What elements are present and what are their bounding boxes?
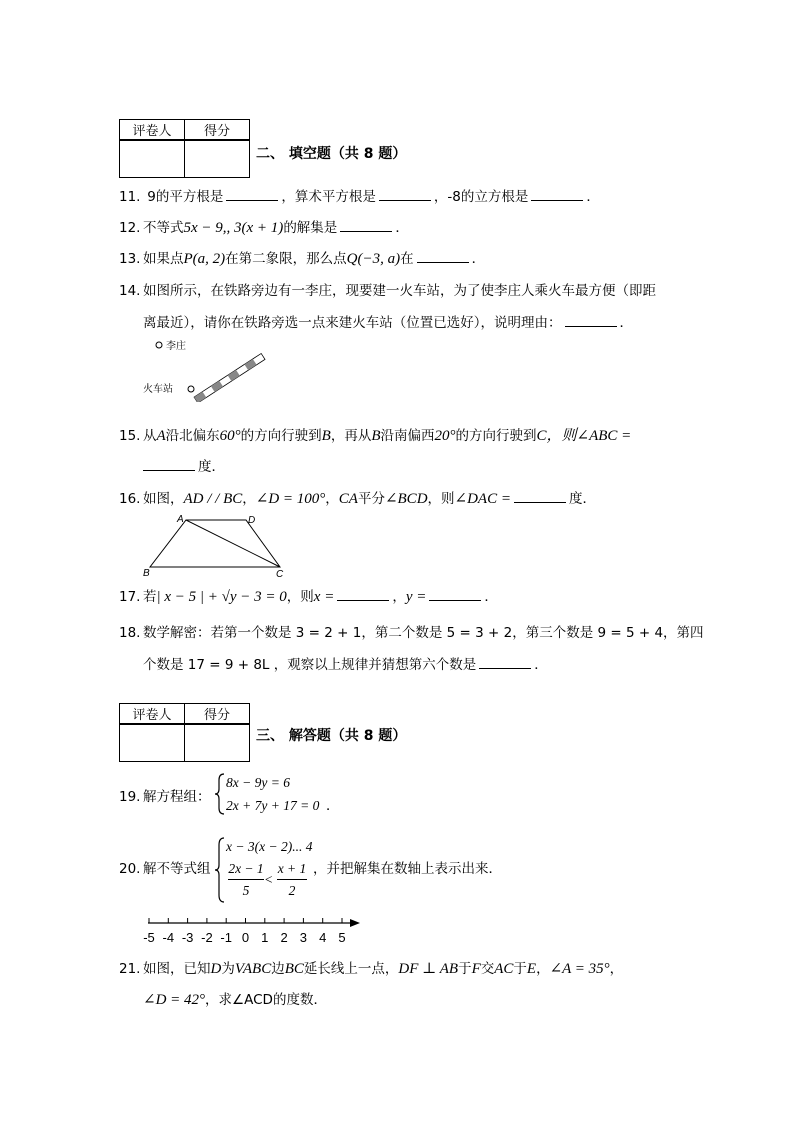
trapezoid-lines — [150, 520, 280, 567]
number-line-label: -2 — [201, 930, 213, 945]
vertex-label-a: A — [177, 514, 184, 525]
village-point-icon — [156, 342, 162, 348]
question-14-line2: 离最近），请你在铁路旁选一点来建火车站（位置已选好），说明理由： ． — [143, 315, 633, 331]
answer-blank[interactable] — [531, 188, 583, 201]
railway-track — [194, 353, 265, 402]
answer-blank[interactable] — [565, 314, 617, 327]
question-11: 11. 9的平方根是 ，算术平方根是 ，-8的立方根是 ． — [119, 189, 600, 205]
question-15-line2: 度． — [143, 458, 225, 476]
fraction-bar — [228, 879, 264, 880]
number-line-label: 5 — [338, 930, 346, 945]
answer-blank[interactable] — [417, 250, 469, 263]
grader-cell[interactable] — [120, 724, 185, 762]
vertex-label-c: C — [276, 569, 284, 580]
question-21-line2: ∠D = 42°，求∠ACD的度数． — [143, 992, 327, 1008]
station-point-icon — [188, 386, 194, 392]
score-table-score-header: 得分 — [185, 120, 250, 141]
number-line-label: 1 — [261, 930, 269, 945]
answer-blank[interactable] — [337, 588, 389, 601]
answer-blank[interactable] — [429, 588, 481, 601]
question-15: 15. 从A沿北偏东60°的方向行驶到B，再从B沿南偏西20°的方向行驶到C，则∠ABC = — [119, 428, 632, 444]
grader-cell[interactable] — [120, 140, 185, 178]
answer-blank[interactable] — [340, 219, 392, 232]
number-line-label: 0 — [241, 930, 250, 945]
question-19: 19. 解方程组： — [119, 789, 211, 805]
trapezoid-figure — [140, 510, 290, 580]
question-21: 21. 如图，已知D为VABC边BC延长线上一点，DF ⊥ AB于F交AC于E，∠A = 35°， — [119, 961, 624, 977]
answer-blank[interactable] — [514, 490, 566, 503]
station-label: 火车站 — [143, 384, 173, 395]
question-19-end: ． — [326, 798, 340, 814]
fraction-2-denominator: 2 — [288, 883, 296, 898]
answer-blank[interactable] — [226, 188, 278, 201]
system-equation-1: 8x − 9y = 6 — [226, 775, 290, 790]
question-12: 12. 不等式5x − 9,, 3(x + 1)的解集是 ． — [119, 220, 409, 236]
brace-icon — [213, 772, 227, 816]
fraction-bar — [277, 879, 307, 880]
village-label: 李庄 — [166, 341, 186, 352]
score-table-grader-header: 评卷人 — [120, 120, 185, 141]
fraction-2-numerator: x + 1 — [277, 861, 307, 876]
number-line — [140, 914, 370, 948]
question-18-line2: 个数是 17 = 9 + 8L ，观察以上规律并猜想第六个数是 ． — [143, 657, 548, 673]
question-20: 20. 解不等式组 — [119, 861, 211, 877]
answer-blank[interactable] — [479, 656, 531, 669]
railway-figure — [140, 336, 270, 402]
question-20-instruction: ，并把解集在数轴上表示出来． — [313, 861, 502, 877]
number-line-label: -5 — [143, 930, 155, 945]
question-13: 13. 如果点P(a, 2)在第二象限，那么点Q(−3, a)在 ． — [119, 251, 486, 267]
score-table-grader-header: 评卷人 — [120, 704, 185, 725]
score-table-section3 — [119, 703, 250, 762]
score-table-score-header: 得分 — [185, 704, 250, 725]
number-line-label: 2 — [280, 930, 288, 945]
number-line-label: -4 — [162, 930, 175, 945]
number-line-label: -1 — [220, 930, 232, 945]
vertex-label-d: D — [248, 515, 256, 526]
question-17: 17. 若| x − 5 | + √y − 3 = 0，则x = ，y = ． — [119, 589, 498, 605]
section3-title: 三、 解答题（共 8 题） — [256, 728, 407, 744]
vertex-label-b: B — [143, 568, 150, 579]
answer-blank[interactable] — [143, 458, 195, 471]
score-cell[interactable] — [185, 140, 250, 178]
score-table-section2 — [119, 119, 250, 178]
section2-title: 二、 填空题（共 8 题） — [256, 146, 407, 162]
fraction-1-denominator: 5 — [242, 883, 250, 898]
less-than-sign: < — [264, 872, 274, 887]
brace-icon — [213, 836, 227, 904]
arrow-right-icon — [350, 919, 360, 927]
question-18: 18. 数学解密：若第一个数是 3 = 2 + 1，第二个数是 5 = 3 + 2，第三个数是 9 = 5 + 4，第四 — [119, 625, 704, 641]
number-line-label: 3 — [299, 930, 308, 945]
number-line-label: -3 — [181, 930, 194, 945]
inequality-1: x − 3(x − 2)... 4 — [226, 839, 313, 854]
question-14: 14. 如图所示，在铁路旁边有一李庄，现要建一火车站，为了使李庄人乘火车最方便（即距 — [119, 283, 656, 299]
fraction-1-numerator: 2x − 1 — [228, 861, 264, 876]
question-16: 16. 如图，AD / / BC，∠D = 100°，CA平分∠BCD，则∠DAC = 度． — [119, 491, 596, 507]
system-equation-2: 2x + 7y + 17 = 0 — [226, 798, 320, 813]
score-cell[interactable] — [185, 724, 250, 762]
answer-blank[interactable] — [379, 188, 431, 201]
number-line-label: 4 — [319, 930, 327, 945]
